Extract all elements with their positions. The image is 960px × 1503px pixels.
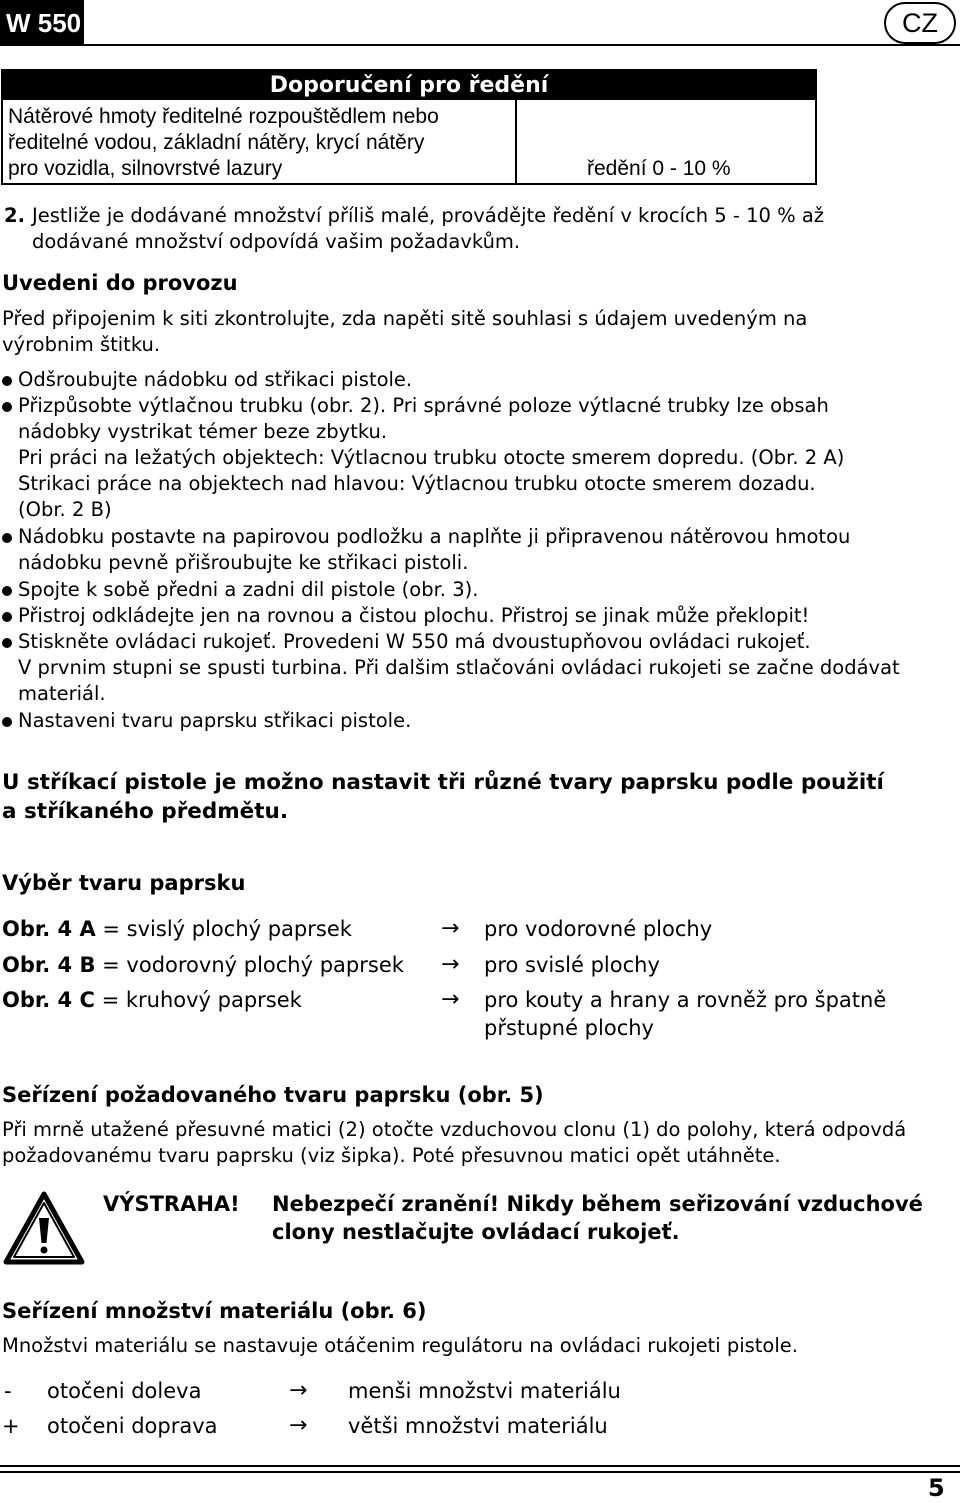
pattern-row	[2, 986, 302, 1014]
bullet-line: Odšroubujte nádobku od střikaci pistole.	[18, 368, 413, 391]
pattern-ref: Obr. 4 A	[2, 917, 96, 941]
material-adjust-text: Množstvi materiálu se nastavuje otáčenim regulátoru na ovládaci rukojeti pistole.	[2, 1334, 798, 1357]
bullet-icon	[2, 586, 12, 596]
warning-triangle-icon	[2, 1190, 86, 1268]
page-number: 5	[928, 1474, 945, 1502]
step-text	[32, 203, 958, 255]
pattern-adjust-line: Při mrně utažené přesuvné matici (2) otočte vzduchovou clonu (1) do polohy, která odpovdá	[2, 1118, 907, 1141]
pattern-desc: = kruhový paprsek	[101, 988, 302, 1012]
bullet-line: nádobku pevně přišroubujte ke střikaci pistoli.	[18, 551, 469, 574]
warning-text-line: Nebezpečí zranění! Nikdy během seřizování vzduchové	[272, 1192, 923, 1216]
language-badge: CZ	[884, 2, 956, 44]
step-number: 2.	[4, 204, 25, 227]
material-result: menši množstvi materiálu	[348, 1379, 621, 1403]
bullet-line: (Obr. 2 B)	[18, 498, 112, 521]
section-heading-startup: Uvedeni do provozu	[2, 271, 238, 295]
pattern-ref: Obr. 4 C	[2, 988, 95, 1012]
bullet-line: V prvnim stupni se spusti turbina. Při dalšim stlačováni ovládaci rukojeti se začne dodávat	[18, 656, 900, 679]
thinning-materials-line: pro vozidla, silnovrstvé lazury	[8, 157, 283, 180]
footer-rule	[0, 1465, 960, 1467]
model-badge: W 550	[0, 0, 84, 46]
spray-notice-line: U stříkací pistole je možno nastavit tři různé tvary paprsku podle použití	[2, 770, 884, 795]
pattern-use-line: přstupné plochy	[484, 1016, 654, 1040]
bullet-line: nádobky vystrikat témer beze zbytku.	[18, 420, 388, 443]
thinning-table-title: Doporučení pro ředění	[3, 71, 815, 100]
arrow-right-icon: →	[441, 987, 460, 1012]
pattern-adjust-line: požadovanému tvaru paprsku (viz šipka). Poté přesuvnou matici opět utáhněte.	[2, 1144, 781, 1167]
section-heading-material-adjust: Seřízení množství materiálu (obr. 6)	[2, 1299, 427, 1323]
bullet-line: Nádobku postavte na papirovou podložku a naplňte ji připravenou nátěrovou hmotou	[18, 525, 851, 548]
material-action: otočeni doleva	[47, 1379, 202, 1403]
pattern-row	[2, 915, 352, 943]
pattern-ref: Obr. 4 B	[2, 953, 96, 977]
thinning-materials-line: Nátěrové hmoty ředitelné rozpouštědlem nebo	[8, 105, 439, 128]
bullet-line: Přizpůsobte výtlačnou trubku (obr. 2). Pri správné poloze výtlacné trubky lze obsah	[18, 394, 829, 417]
startup-intro	[2, 306, 958, 358]
header-rule	[84, 44, 960, 46]
bullet-icon	[2, 638, 12, 648]
pattern-row	[2, 951, 404, 979]
bullet-line: materiál.	[18, 682, 106, 705]
bullet-line: Spojte k sobě předni a zadni dil pistole (obr. 3).	[18, 578, 479, 601]
arrow-right-icon: →	[441, 916, 460, 941]
bullet-line: Pri práci na ležatých objektech: Výtlacnou trubku otocte smerem dopredu. (Obr. 2 A)	[18, 446, 845, 469]
arrow-right-icon: →	[289, 1378, 308, 1403]
step-text-line: Jestliže je dodávané množství příliš malé, provádějte ředění v krocích 5 - 10 % až	[32, 204, 825, 227]
arrow-right-icon: →	[441, 952, 460, 977]
bullet-icon	[2, 612, 12, 622]
bullet-line: Strikaci práce na objektech nad hlavou: Výtlacnou trubku otocte smerem dozadu.	[18, 472, 816, 495]
warning-text-line: clony nestlačujte ovládací rukojeť.	[272, 1220, 680, 1244]
material-sign: +	[2, 1414, 20, 1438]
thinning-value-cell: ředění 0 - 10 %	[587, 157, 731, 180]
pattern-desc: = vodorovný plochý paprsek	[102, 953, 404, 977]
pattern-desc: = svislý plochý paprsek	[102, 917, 352, 941]
material-result: větši množstvi materiálu	[348, 1414, 608, 1438]
material-sign: -	[4, 1379, 12, 1403]
bullet-icon	[2, 376, 12, 386]
warning-text	[272, 1190, 923, 1246]
material-action: otočeni doprava	[47, 1414, 218, 1438]
bullet-line: Stiskněte ovládaci rukojeť. Provedeni W 550 má dvoustupňovou ovládaci rukojeť.	[18, 630, 811, 653]
bullet-icon	[2, 717, 12, 727]
bullet-line: Přistroj odkládejte jen na rovnou a čistou plochu. Přistroj se jinak může překlopit!	[18, 604, 810, 627]
pattern-use-line: pro kouty a hrany a rovněž pro špatně	[484, 988, 887, 1012]
thinning-materials-line: ředitelné vodou, základní nátěry, krycí nátěry	[8, 131, 425, 154]
footer-rule	[0, 1471, 960, 1473]
step-text-line: dodávané množství odpovídá vašim požadavkům.	[32, 230, 521, 253]
spray-notice-line: a stříkaného předmětu.	[2, 799, 288, 824]
pattern-use: pro vodorovné plochy	[484, 917, 713, 941]
pattern-use	[484, 986, 886, 1042]
bullet-icon	[2, 402, 12, 412]
spray-notice	[2, 768, 884, 826]
pattern-use: pro svislé plochy	[484, 953, 660, 977]
bullet-icon	[2, 533, 12, 543]
section-heading-pattern-adjust: Seřízení požadovaného tvaru paprsku (obr. 5)	[2, 1083, 544, 1107]
thinning-materials-cell	[3, 100, 517, 183]
section-heading-pattern-selection: Výběr tvaru paprsku	[2, 871, 246, 895]
warning-label: VÝSTRAHA!	[103, 1192, 240, 1216]
pattern-adjust-text	[2, 1117, 958, 1169]
startup-intro-line: Před připojenim k siti zkontrolujte, zda napěti sitě souhlasi s údajem uvedeným na	[2, 307, 808, 330]
startup-intro-line: výrobnim štitku.	[2, 333, 161, 356]
bullet-line: Nastaveni tvaru paprsku střikaci pistole.	[18, 709, 412, 732]
thinning-table	[1, 69, 817, 185]
arrow-right-icon: →	[289, 1413, 308, 1438]
